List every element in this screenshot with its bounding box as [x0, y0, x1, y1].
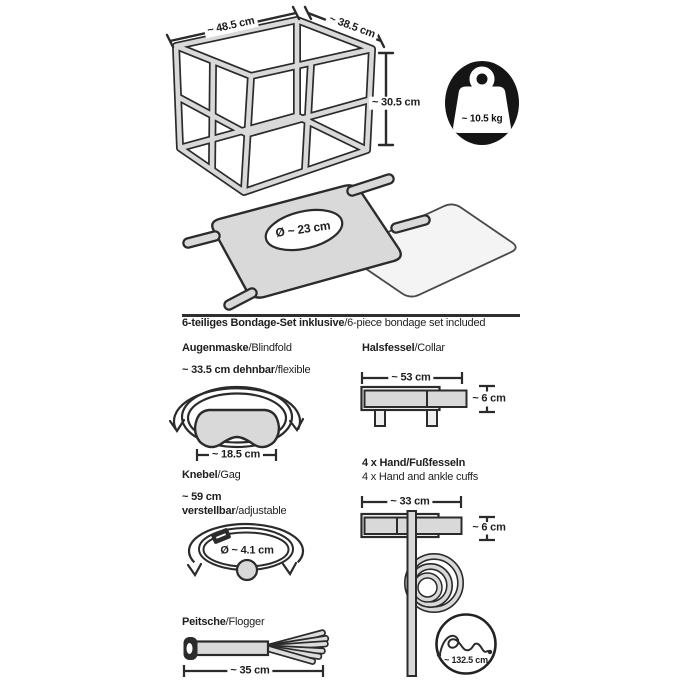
cuffs-strap-length-label: ~ 132.5 cm	[444, 654, 488, 665]
gag-title	[182, 469, 241, 482]
blindfold-stretch-label	[182, 364, 310, 377]
cage-width-label: ~ 48.5 cm	[203, 14, 259, 38]
blindfold-stretch-de: ~ 33.5 cm dehnbar	[182, 364, 275, 376]
weight-icon	[445, 61, 519, 145]
stretch-arrow-left	[170, 420, 184, 431]
collar-height-label: ~ 6 cm	[472, 392, 506, 405]
flogger-length-label: ~ 35 cm	[227, 665, 272, 678]
gag-buckle	[211, 528, 232, 545]
gag-title-de: Knebel	[182, 469, 218, 481]
cuffs-length-label: ~ 33 cm	[387, 496, 432, 509]
adjust-arrow-left	[188, 564, 201, 575]
gag-adjust-en: /adjustable	[235, 505, 287, 517]
gag-adjust-de: verstellbar	[182, 505, 236, 517]
flogger-title-de: Peitsche	[182, 616, 226, 628]
blindfold-stretch-en: /flexible	[274, 364, 311, 376]
cage-frame-illustration	[176, 20, 372, 192]
collar-title	[362, 342, 445, 355]
blindfold-width-label: ~ 18.5 cm	[209, 449, 263, 462]
included-set-note	[182, 317, 485, 330]
cage-height-label: ~ 30.5 cm	[369, 97, 423, 110]
mat-hole-label: Ø ~ 23 cm	[274, 218, 332, 240]
flogger-handle	[196, 642, 268, 656]
gag-title-en: /Gag	[217, 469, 241, 481]
flogger-title-en: /Flogger	[225, 616, 265, 628]
cuffs-height-label: ~ 6 cm	[472, 521, 506, 534]
collar-length-label: ~ 53 cm	[388, 372, 433, 385]
flogger-tails	[264, 630, 328, 665]
weight-label: ~ 10.5 kg	[461, 113, 503, 125]
adjust-arrow-right	[283, 563, 296, 574]
flogger-title	[182, 616, 264, 629]
cuffs-title-de: 4 x Hand/Fußfesseln	[362, 457, 466, 469]
included-set-note-en: /6-piece bondage set included	[344, 317, 486, 329]
gag-ball	[237, 560, 257, 580]
blindfold-title-en: /Blindfold	[248, 342, 292, 354]
blindfold-title	[182, 342, 292, 355]
gag-ball-diameter-label: Ø ~ 4.1 cm	[220, 544, 274, 557]
cuff-strap	[408, 511, 417, 676]
cover-mat-illustration	[188, 179, 516, 305]
cuffs-title-en: 4 x Hand and ankle cuffs	[362, 471, 479, 483]
collar-title-en: /Collar	[414, 342, 445, 354]
included-set-note-de: 6-teiliges Bondage-Set inklusive	[182, 317, 345, 329]
collar-title-de: Halsfessel	[362, 342, 415, 354]
gag-adjust-label	[182, 505, 286, 518]
cage-depth-label: ~ 38.5 cm	[324, 12, 379, 42]
blindfold-title-de: Augenmaske	[182, 342, 249, 354]
gag-length-label: ~ 59 cm	[182, 491, 222, 503]
